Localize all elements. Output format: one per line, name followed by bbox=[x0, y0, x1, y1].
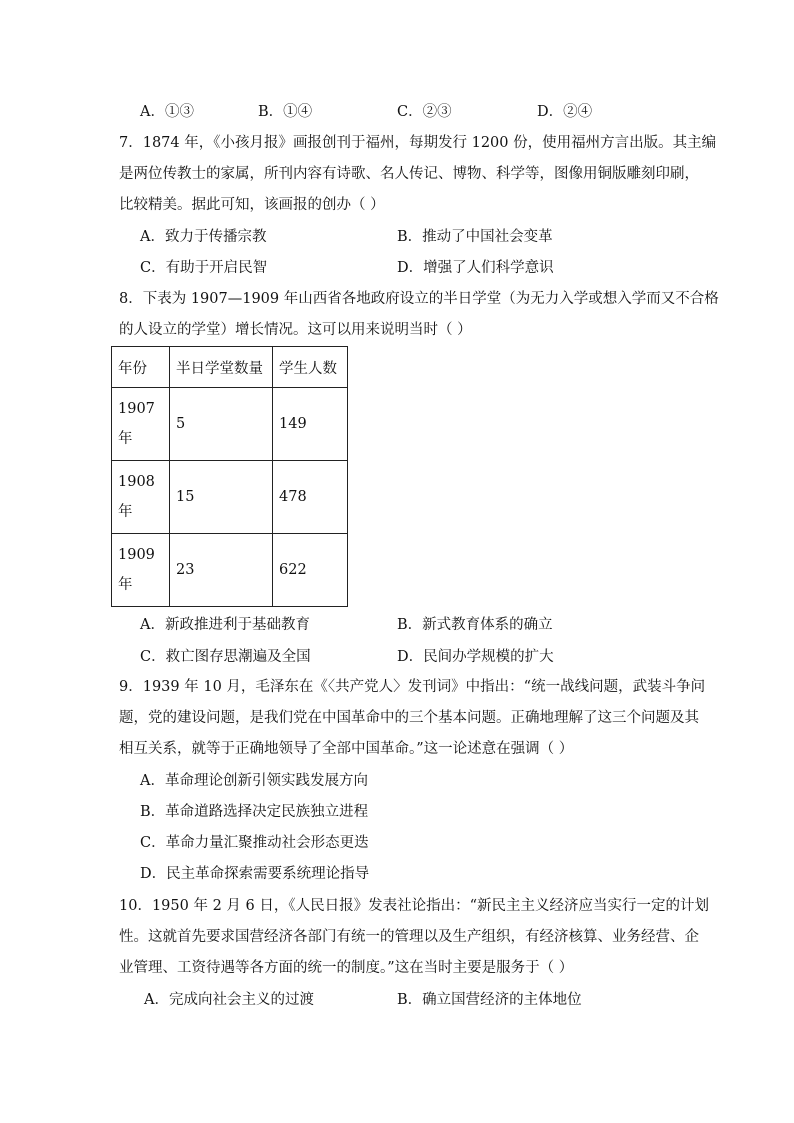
table-header-students: 学生人数 bbox=[273, 347, 348, 388]
q9-stem-line-1: 9．1939 年 10 月，毛泽东在《〈共产党人〉发刊词》中指出：“统一战线问题，武装斗争问 bbox=[119, 679, 706, 695]
q8-option-a[interactable]: A．新政推进利于基础教育 bbox=[140, 617, 310, 633]
q8-option-d[interactable]: D．民间办学规模的扩大 bbox=[397, 649, 554, 665]
table-cell-count: 5 bbox=[170, 388, 273, 461]
table-header-row bbox=[112, 347, 348, 388]
q7-option-c[interactable]: C．有助于开启民智 bbox=[140, 260, 268, 276]
q10-option-a[interactable]: A．完成向社会主义的过渡 bbox=[144, 992, 314, 1008]
q10-stem-line-3: 业管理、工资待遇等各方面的统一的制度。”这在当时主要是服务于（ ） bbox=[119, 960, 574, 976]
q9-option-d[interactable]: D．民主革命探索需要系统理论指导 bbox=[140, 866, 370, 882]
q8-option-b[interactable]: B．新式教育体系的确立 bbox=[397, 617, 553, 633]
table-cell-count: 15 bbox=[170, 461, 273, 534]
q9-option-a[interactable]: A．革命理论创新引领实践发展方向 bbox=[140, 773, 368, 789]
year-number: 1907 bbox=[118, 401, 155, 417]
q7-option-d[interactable]: D．增强了人们科学意识 bbox=[397, 260, 554, 276]
q10-stem-line-1: 10．1950 年 2 月 6 日，《人民日报》发表社论指出：“新民主主义经济应当实行一定的计划 bbox=[119, 898, 710, 914]
table-row bbox=[112, 534, 348, 607]
year-number: 1908 bbox=[118, 474, 155, 490]
year-number: 1909 bbox=[118, 547, 155, 563]
q9-option-b[interactable]: B．革命道路选择决定民族独立进程 bbox=[140, 804, 369, 820]
q9-stem-line-2: 题，党的建设问题，是我们党在中国革命中的三个基本问题。正确地理解了这三个问题及其 bbox=[119, 710, 699, 726]
table-cell-students: 622 bbox=[273, 534, 348, 607]
q7-stem-line-1: 7．1874 年，《小孩月报》画报创刊于福州，每期发行 1200 份，使用福州方言出版。其主编 bbox=[119, 135, 717, 151]
q7-stem-line-2: 是两位传教士的家属，所刊内容有诗歌、名人传记、博物、科学等，图像用铜版雕刻印刷， bbox=[119, 166, 699, 182]
q10-stem-line-2: 性。这就首先要求国营经济各部门有统一的管理以及生产组织，有经济核算、业务经营、企 bbox=[119, 929, 699, 945]
table-cell-year bbox=[112, 388, 170, 461]
q10-option-b[interactable]: B．确立国营经济的主体地位 bbox=[397, 992, 582, 1008]
table-header-count: 半日学堂数量 bbox=[170, 347, 273, 388]
q7-option-a[interactable]: A．致力于传播宗教 bbox=[140, 229, 267, 245]
q6-option-a[interactable]: A．①③ bbox=[140, 104, 194, 120]
q9-option-c[interactable]: C．革命力量汇聚推动社会形态更迭 bbox=[140, 835, 369, 851]
table-cell-year bbox=[112, 461, 170, 534]
q7-stem-line-3: 比较精美。据此可知，该画报的创办（ ） bbox=[119, 197, 385, 213]
q8-option-c[interactable]: C．救亡图存思潮遍及全国 bbox=[140, 649, 311, 665]
year-unit: 年 bbox=[118, 431, 133, 447]
year-unit: 年 bbox=[118, 577, 133, 593]
q9-stem-line-3: 相互关系，就等于正确地领导了全部中国革命。”这一论述意在强调（ ） bbox=[119, 741, 574, 757]
q6-option-d[interactable]: D．②④ bbox=[537, 104, 593, 120]
table-row bbox=[112, 461, 348, 534]
q6-option-c[interactable]: C．②③ bbox=[397, 104, 452, 120]
q7-option-b[interactable]: B．推动了中国社会变革 bbox=[397, 229, 553, 245]
table-cell-year bbox=[112, 534, 170, 607]
table-header-year: 年份 bbox=[112, 347, 170, 388]
q8-stem-line-1: 8．下表为 1907—1909 年山西省各地政府设立的半日学堂（为无力入学或想入学而又不合格 bbox=[119, 291, 719, 307]
q8-stem-line-2: 的人设立的学堂）增长情况。这可以用来说明当时（ ） bbox=[119, 322, 472, 338]
table-cell-count: 23 bbox=[170, 534, 273, 607]
year-unit: 年 bbox=[118, 504, 133, 520]
table-row bbox=[112, 388, 348, 461]
q6-option-b[interactable]: B．①④ bbox=[258, 104, 313, 120]
table-cell-students: 149 bbox=[273, 388, 348, 461]
school-growth-table bbox=[111, 346, 348, 607]
table-cell-students: 478 bbox=[273, 461, 348, 534]
